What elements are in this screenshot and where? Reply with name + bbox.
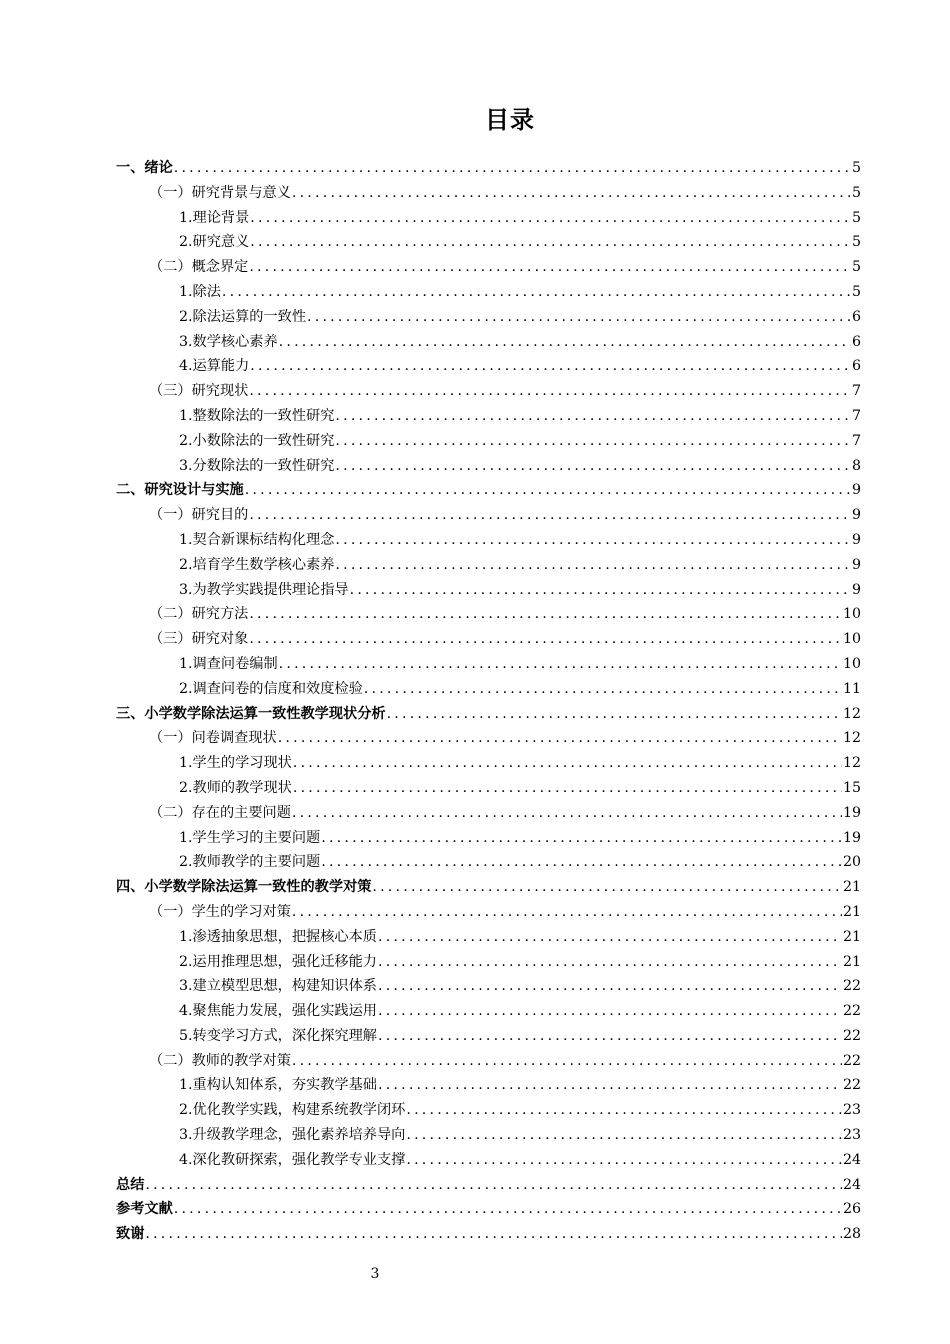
toc-entry-page: 9 bbox=[851, 507, 861, 524]
toc-entry[interactable] bbox=[116, 1123, 861, 1148]
page-number: 3 bbox=[370, 1266, 380, 1282]
toc-leader-dots bbox=[292, 181, 851, 206]
toc-entry[interactable] bbox=[116, 429, 861, 454]
toc-entry-title: 2.运用推理思想，强化迁移能力 bbox=[179, 953, 377, 970]
toc-entry-page: 8 bbox=[851, 457, 861, 474]
toc-entry-page: 26 bbox=[842, 1201, 861, 1218]
toc-leader-dots bbox=[406, 1123, 842, 1148]
toc-entry-title: 2.调查问卷的信度和效度检验 bbox=[179, 680, 363, 697]
toc-entry-page: 19 bbox=[842, 829, 861, 846]
toc-entry-page: 21 bbox=[842, 879, 861, 896]
toc-entry[interactable] bbox=[116, 503, 861, 528]
toc-entry[interactable] bbox=[116, 478, 861, 503]
toc-leader-dots bbox=[222, 280, 851, 305]
toc-entry-title: 总结 bbox=[116, 1176, 145, 1193]
toc-entry-title: 1.除法 bbox=[179, 283, 221, 300]
toc-leader-dots bbox=[250, 354, 851, 379]
toc-entry-page: 5 bbox=[851, 184, 861, 201]
toc-entry-page: 9 bbox=[851, 482, 861, 499]
toc-entry-page: 12 bbox=[842, 705, 861, 722]
toc-entry[interactable] bbox=[116, 974, 861, 999]
toc-entry[interactable] bbox=[116, 330, 861, 355]
toc-leader-dots bbox=[378, 1073, 842, 1098]
toc-leader-dots bbox=[321, 850, 842, 875]
toc-entry-title: （一）问卷调查现状 bbox=[149, 730, 277, 747]
toc-entry[interactable] bbox=[116, 702, 861, 727]
toc-entry[interactable] bbox=[116, 578, 861, 603]
toc-entry-title: 2.除法运算的一致性 bbox=[179, 308, 307, 325]
toc-leader-dots bbox=[378, 925, 842, 950]
toc-entry-title: 5.转变学习方式，深化探究理解 bbox=[179, 1027, 377, 1044]
toc-entry-title: 1.理论背景 bbox=[179, 209, 250, 226]
toc-leader-dots bbox=[335, 528, 851, 553]
toc-leader-dots bbox=[279, 652, 842, 677]
toc-leader-dots bbox=[350, 578, 851, 603]
toc-entry-title: 二、研究设计与实施 bbox=[116, 482, 244, 499]
toc-entry[interactable] bbox=[116, 181, 861, 206]
toc-leader-dots bbox=[321, 826, 842, 851]
toc-leader-dots bbox=[364, 677, 842, 702]
toc-entry-title: 参考文献 bbox=[116, 1201, 173, 1218]
toc-entry[interactable] bbox=[116, 1222, 861, 1247]
toc-leader-dots bbox=[335, 404, 851, 429]
toc-leader-dots bbox=[307, 305, 851, 330]
toc-entry[interactable] bbox=[116, 553, 861, 578]
toc-entry-page: 22 bbox=[842, 1027, 861, 1044]
toc-entry-page: 20 bbox=[842, 854, 861, 871]
toc-entry-title: 3.升级教学理念，强化素养培养导向 bbox=[179, 1127, 406, 1144]
toc-entry-title: （一）研究目的 bbox=[149, 507, 249, 524]
toc-leader-dots bbox=[250, 230, 851, 255]
toc-entry[interactable] bbox=[116, 1098, 861, 1123]
toc-entry-page: 5 bbox=[851, 209, 861, 226]
toc-entry[interactable] bbox=[116, 801, 861, 826]
toc-entry-title: 2.小数除法的一致性研究 bbox=[179, 432, 335, 449]
toc-leader-dots bbox=[249, 602, 842, 627]
toc-leader-dots bbox=[372, 875, 842, 900]
toc-entry[interactable] bbox=[116, 726, 861, 751]
toc-entry-title: （三）研究现状 bbox=[149, 383, 249, 400]
toc-entry[interactable] bbox=[116, 454, 861, 479]
toc-entry-page: 5 bbox=[851, 160, 861, 176]
toc-entry-title: 1.学生的学习现状 bbox=[179, 755, 292, 772]
toc-leader-dots bbox=[387, 702, 842, 727]
toc-leader-dots bbox=[406, 1148, 842, 1173]
toc-entry[interactable] bbox=[116, 305, 861, 330]
toc-entry[interactable] bbox=[116, 156, 861, 181]
toc-entry-title: 3.建立模型思想，构建知识体系 bbox=[179, 978, 377, 995]
toc-leader-dots bbox=[245, 478, 851, 503]
toc-entry-page: 5 bbox=[851, 283, 861, 300]
toc-leader-dots bbox=[249, 503, 851, 528]
toc-entry[interactable] bbox=[116, 627, 861, 652]
toc-entry[interactable] bbox=[116, 1148, 861, 1173]
toc-entry-title: （一）学生的学习对策 bbox=[149, 903, 291, 920]
toc-entry-page: 7 bbox=[851, 383, 861, 400]
toc-leader-dots bbox=[335, 454, 851, 479]
toc-entry-page: 21 bbox=[842, 953, 861, 970]
toc-entry-title: （二）研究方法 bbox=[149, 606, 249, 623]
toc-entry[interactable] bbox=[116, 528, 861, 553]
toc-entry-title: 4.运算能力 bbox=[179, 358, 250, 375]
toc-entry-title: 1.渗透抽象思想，把握核心本质 bbox=[179, 928, 377, 945]
toc-entry-page: 28 bbox=[842, 1226, 861, 1243]
toc-entry-page: 9 bbox=[851, 531, 861, 548]
toc-entry[interactable] bbox=[116, 826, 861, 851]
toc-leader-dots bbox=[249, 255, 851, 280]
toc-entry[interactable] bbox=[116, 602, 861, 627]
toc-entry-title: 1.学生学习的主要问题 bbox=[179, 829, 321, 846]
toc-entry-title: 3.数学核心素养 bbox=[179, 333, 278, 350]
toc-entry-title: 2.优化教学实践，构建系统教学闭环 bbox=[179, 1102, 406, 1119]
toc-leader-dots bbox=[279, 330, 851, 355]
toc-leader-dots bbox=[249, 379, 851, 404]
toc-entry[interactable] bbox=[116, 776, 861, 801]
toc-leader-dots bbox=[406, 1098, 842, 1123]
toc-entry-page: 5 bbox=[851, 259, 861, 276]
toc-entry-title: 4.深化教研探索，强化教学专业支撑 bbox=[179, 1151, 406, 1168]
toc-entry-title: （二）概念界定 bbox=[149, 259, 249, 276]
toc-entry[interactable] bbox=[116, 255, 861, 280]
toc-entry-page: 22 bbox=[842, 1052, 861, 1069]
toc-entry-page: 6 bbox=[851, 308, 861, 325]
toc-entry-title: 三、小学数学除法运算一致性教学现状分析 bbox=[116, 705, 386, 722]
toc-entry-title: 2.教师的教学现状 bbox=[179, 779, 292, 796]
toc-entry-title: 1.整数除法的一致性研究 bbox=[179, 407, 335, 424]
toc-entry-page: 12 bbox=[842, 755, 861, 772]
toc-entry[interactable] bbox=[116, 652, 861, 677]
toc-entry-page: 23 bbox=[842, 1127, 861, 1144]
toc-leader-dots bbox=[250, 206, 851, 231]
toc-entry-page: 22 bbox=[842, 1003, 861, 1020]
toc-entry-title: 一、绪论 bbox=[116, 160, 173, 176]
toc-entry[interactable] bbox=[116, 751, 861, 776]
toc-entry-page: 10 bbox=[842, 655, 861, 672]
toc-leader-dots bbox=[278, 726, 842, 751]
toc-entry-page: 10 bbox=[842, 631, 861, 648]
toc-entry-page: 10 bbox=[842, 606, 861, 623]
toc-entry-page: 23 bbox=[842, 1102, 861, 1119]
toc-leader-dots bbox=[174, 1197, 842, 1222]
toc-title: 目录 bbox=[485, 106, 535, 134]
toc-entry-page: 7 bbox=[851, 407, 861, 424]
toc-entry[interactable] bbox=[116, 1073, 861, 1098]
toc-leader-dots bbox=[378, 974, 842, 999]
toc-leader-dots bbox=[378, 999, 842, 1024]
toc-entry-page: 24 bbox=[842, 1151, 861, 1168]
toc-entry-title: （二）教师的教学对策 bbox=[149, 1052, 291, 1069]
toc-entry-page: 22 bbox=[842, 978, 861, 995]
toc-entry[interactable] bbox=[116, 354, 861, 379]
toc-entry-page: 6 bbox=[851, 333, 861, 350]
toc-entry-title: 3.分数除法的一致性研究 bbox=[179, 457, 335, 474]
toc-entry[interactable] bbox=[116, 1197, 861, 1222]
toc-leader-dots bbox=[145, 1173, 842, 1198]
toc-entry-title: 2.教师教学的主要问题 bbox=[179, 854, 321, 871]
toc-entry[interactable] bbox=[116, 280, 861, 305]
toc-leader-dots bbox=[145, 1222, 842, 1247]
toc-leader-dots bbox=[335, 553, 851, 578]
toc-leader-dots bbox=[335, 429, 851, 454]
toc-entry-title: 1.重构认知体系，夯实教学基础 bbox=[179, 1077, 377, 1094]
toc-leader-dots bbox=[292, 801, 842, 826]
toc-entry[interactable] bbox=[116, 999, 861, 1024]
toc-entry-title: 2.研究意义 bbox=[179, 234, 250, 251]
toc-entry[interactable] bbox=[116, 900, 861, 925]
toc-entry-page: 12 bbox=[842, 730, 861, 747]
toc-entry-page: 9 bbox=[851, 581, 861, 598]
toc-entry-page: 21 bbox=[842, 928, 861, 945]
toc-entry-page: 7 bbox=[851, 432, 861, 449]
toc-entry[interactable] bbox=[116, 1049, 861, 1074]
toc-entry[interactable] bbox=[116, 1024, 861, 1049]
toc-entry-title: 1.契合新课标结构化理念 bbox=[179, 531, 335, 548]
toc-leader-dots bbox=[292, 1049, 842, 1074]
toc-entry[interactable] bbox=[116, 950, 861, 975]
toc-leader-dots bbox=[292, 900, 842, 925]
toc-entry-title: （三）研究对象 bbox=[149, 631, 249, 648]
toc-entry-page: 15 bbox=[842, 779, 861, 796]
toc-entry-page: 24 bbox=[842, 1176, 861, 1193]
toc-entry[interactable] bbox=[116, 379, 861, 404]
toc-entry-title: （一）研究背景与意义 bbox=[149, 184, 291, 201]
toc-leader-dots bbox=[293, 751, 842, 776]
toc-leader-dots bbox=[249, 627, 842, 652]
toc-leader-dots bbox=[378, 950, 842, 975]
toc-entry-page: 21 bbox=[842, 903, 861, 920]
table-of-contents bbox=[116, 156, 861, 1247]
toc-entry-title: （二）存在的主要问题 bbox=[149, 804, 291, 821]
toc-entry[interactable] bbox=[116, 677, 861, 702]
toc-entry-page: 22 bbox=[842, 1077, 861, 1094]
toc-entry[interactable] bbox=[116, 1173, 861, 1198]
toc-entry-title: 四、小学数学除法运算一致性的教学对策 bbox=[116, 879, 372, 896]
toc-entry-page: 19 bbox=[842, 804, 861, 821]
toc-entry[interactable] bbox=[116, 404, 861, 429]
toc-leader-dots bbox=[174, 156, 851, 181]
toc-entry[interactable] bbox=[116, 875, 861, 900]
toc-entry[interactable] bbox=[116, 206, 861, 231]
toc-entry-title: 1.调查问卷编制 bbox=[179, 655, 278, 672]
toc-entry-page: 6 bbox=[851, 358, 861, 375]
toc-leader-dots bbox=[378, 1024, 842, 1049]
toc-entry[interactable] bbox=[116, 850, 861, 875]
toc-entry-page: 5 bbox=[851, 234, 861, 251]
toc-entry-title: 致谢 bbox=[116, 1226, 145, 1243]
toc-entry-title: 3.为教学实践提供理论指导 bbox=[179, 581, 349, 598]
toc-entry-page: 9 bbox=[851, 556, 861, 573]
toc-entry-page: 11 bbox=[842, 680, 861, 697]
toc-leader-dots bbox=[293, 776, 842, 801]
toc-entry[interactable] bbox=[116, 925, 861, 950]
toc-entry[interactable] bbox=[116, 230, 861, 255]
toc-entry-title: 2.培育学生数学核心素养 bbox=[179, 556, 335, 573]
toc-entry-title: 4.聚焦能力发展，强化实践运用 bbox=[179, 1003, 377, 1020]
